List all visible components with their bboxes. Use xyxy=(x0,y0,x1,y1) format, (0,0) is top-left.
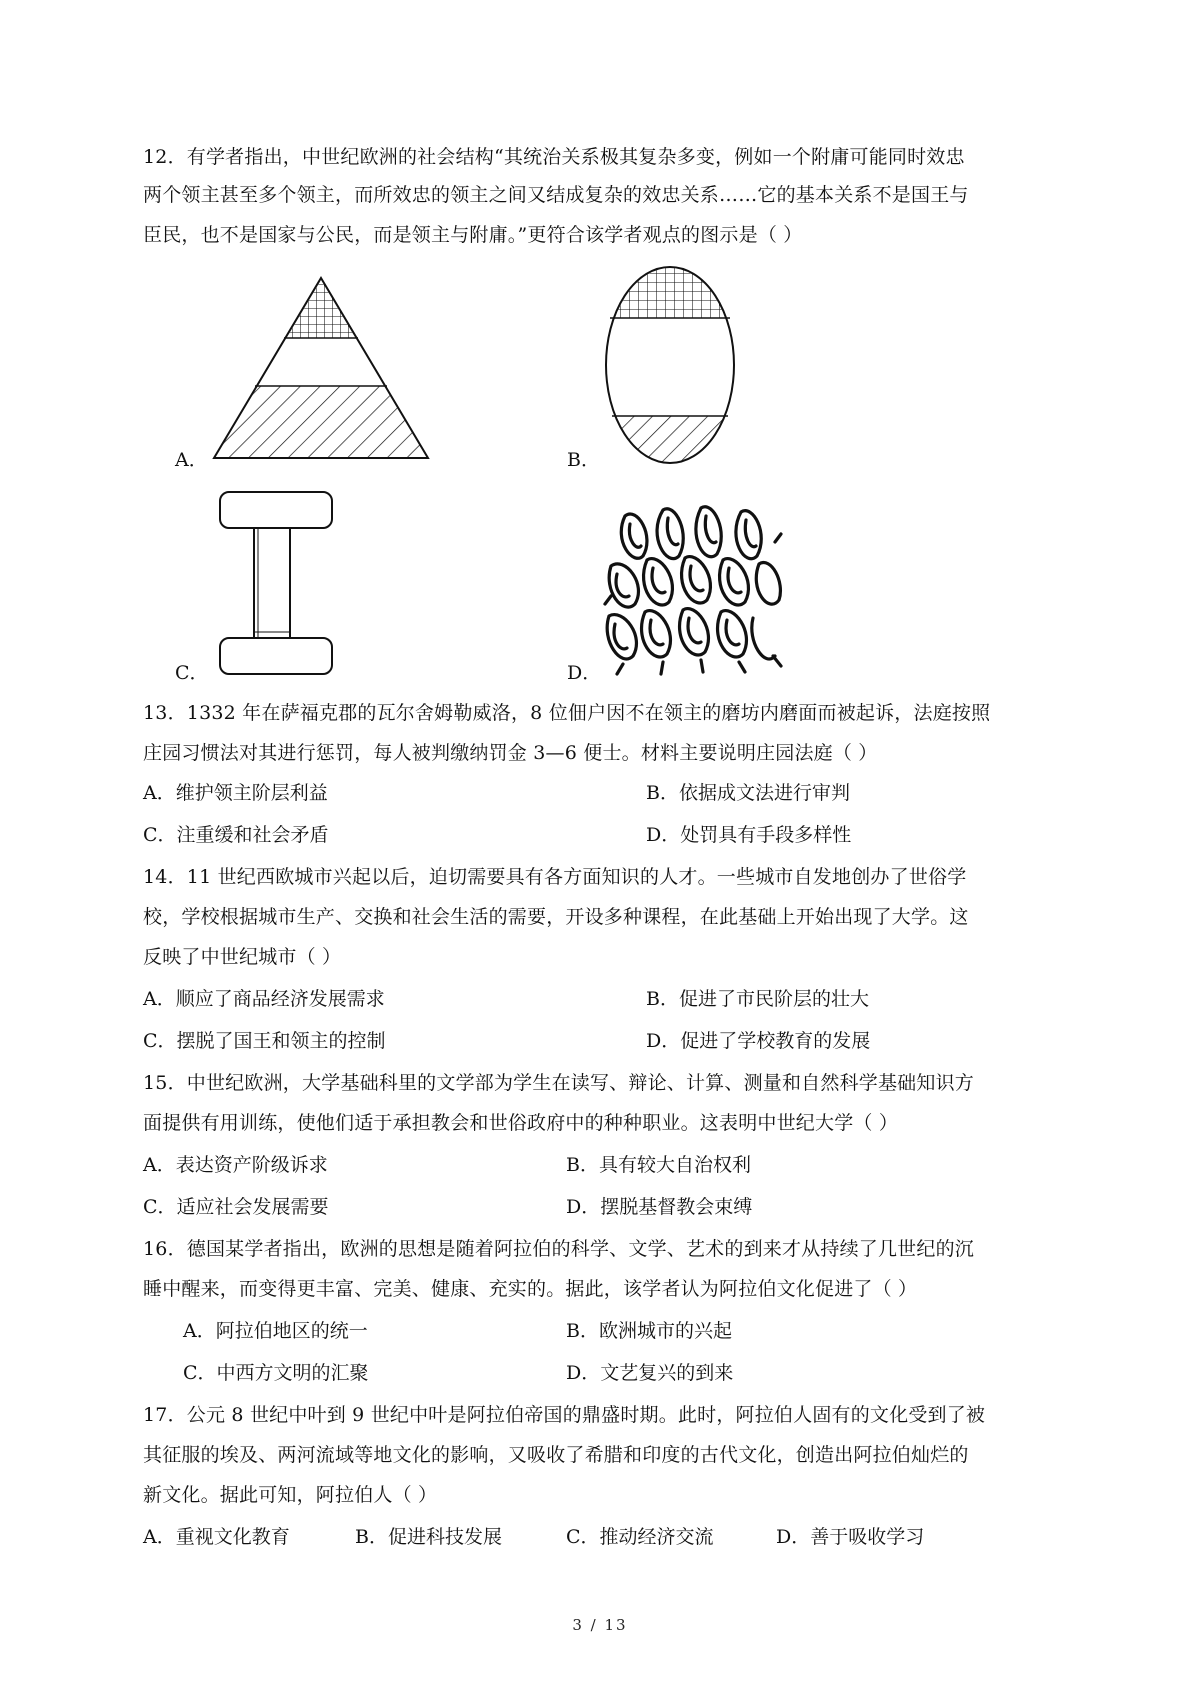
q15-option-b[interactable]: B．具有较大自治权利 xyxy=(566,1154,751,1176)
q16-option-a[interactable]: A．阿拉伯地区的统一 xyxy=(183,1320,368,1342)
q15-text-line-1: 15．中世纪欧洲，大学基础科里的文学部为学生在读写、辩论、计算、测量和自然科学基础知识方 xyxy=(143,1072,974,1094)
pyramid-diagram-icon xyxy=(212,276,430,462)
q13-text-line-1: 13．1332 年在萨福克郡的瓦尔舍姆勒威洛，8 位佃户因不在领主的磨坊内磨面而被起诉，法庭按照 xyxy=(143,702,991,724)
q17-text-line-1: 17．公元 8 世纪中叶到 9 世纪中叶是阿拉伯帝国的鼎盛时期。此时，阿拉伯人固有的文化受到了被 xyxy=(143,1404,986,1426)
q15-option-a[interactable]: A．表达资产阶级诉求 xyxy=(143,1154,328,1176)
q13-option-c[interactable]: C．注重缓和社会矛盾 xyxy=(143,824,329,846)
q15-option-c[interactable]: C．适应社会发展需要 xyxy=(143,1196,329,1218)
q14-option-d[interactable]: D．促进了学校教育的发展 xyxy=(646,1030,871,1052)
q17-text-line-2: 其征服的埃及、两河流域等地文化的影响，又吸收了希腊和印度的古代文化，创造出阿拉伯灿烂的 xyxy=(143,1444,969,1466)
q12-text-line-2: 两个领主甚至多个领主，而所效忠的领主之间又结成复杂的效忠关系……它的基本关系不是国王与 xyxy=(143,184,969,206)
figure-label-c: C． xyxy=(175,662,209,684)
q14-option-b[interactable]: B．促进了市民阶层的壮大 xyxy=(646,988,869,1010)
q16-option-c[interactable]: C．中西方文明的汇聚 xyxy=(183,1362,369,1384)
q14-text-line-1: 14．11 世纪西欧城市兴起以后，迫切需要具有各方面知识的人才。一些城市自发地创办了世俗学 xyxy=(143,866,967,888)
oval-diagram-icon xyxy=(602,264,738,466)
dumbbell-diagram-icon xyxy=(218,490,334,676)
page-number: 3 / 13 xyxy=(572,1616,628,1634)
q14-text-line-2: 校，学校根据城市生产、交换和社会生活的需要，开设多种课程，在此基础上开始出现了大学。这 xyxy=(143,906,969,928)
q17-option-a[interactable]: A．重视文化教育 xyxy=(143,1526,290,1548)
q12-text-line-3: 臣民，也不是国家与公民，而是领主与附庸。”更符合该学者观点的图示是（ ） xyxy=(143,224,803,246)
q16-text-line-2: 睡中醒来，而变得更丰富、完美、健康、充实的。据此，该学者认为阿拉伯文化促进了（ ） xyxy=(143,1278,918,1300)
q13-text-line-2: 庄园习惯法对其进行惩罚，每人被判缴纳罚金 3—6 便士。材料主要说明庄园法庭（ ） xyxy=(143,742,878,764)
q17-option-b[interactable]: B．促进科技发展 xyxy=(355,1526,502,1548)
q16-option-d[interactable]: D．文艺复兴的到来 xyxy=(566,1362,734,1384)
q14-option-a[interactable]: A．顺应了商品经济发展需求 xyxy=(143,988,385,1010)
q13-option-a[interactable]: A．维护领主阶层利益 xyxy=(143,782,328,804)
q15-option-d[interactable]: D．摆脱基督教会束缚 xyxy=(566,1196,753,1218)
q13-option-b[interactable]: B．依据成文法进行审判 xyxy=(646,782,850,804)
q13-option-d[interactable]: D．处罚具有手段多样性 xyxy=(646,824,852,846)
q14-text-line-3: 反映了中世纪城市（ ） xyxy=(143,946,342,968)
chain-mesh-diagram-icon xyxy=(603,496,783,676)
figure-label-a: A． xyxy=(175,449,208,471)
q15-text-line-2: 面提供有用训练，使他们适于承担教会和世俗政府中的种种职业。这表明中世纪大学（ ） xyxy=(143,1112,899,1134)
figure-label-b: B． xyxy=(567,449,600,471)
q14-option-c[interactable]: C．摆脱了国王和领主的控制 xyxy=(143,1030,386,1052)
q16-text-line-1: 16．德国某学者指出，欧洲的思想是随着阿拉伯的科学、文学、艺术的到来才从持续了几世纪的沉 xyxy=(143,1238,974,1260)
q16-option-b[interactable]: B．欧洲城市的兴起 xyxy=(566,1320,732,1342)
q17-text-line-3: 新文化。据此可知，阿拉伯人（ ） xyxy=(143,1484,438,1506)
q17-option-c[interactable]: C．推动经济交流 xyxy=(566,1526,714,1548)
q12-text-line-1: 12．有学者指出，中世纪欧洲的社会结构“其统治关系极其复杂多变，例如一个附庸可能同时效忠 xyxy=(143,146,965,168)
q17-option-d[interactable]: D．善于吸收学习 xyxy=(776,1526,925,1548)
figure-label-d: D． xyxy=(567,662,602,684)
